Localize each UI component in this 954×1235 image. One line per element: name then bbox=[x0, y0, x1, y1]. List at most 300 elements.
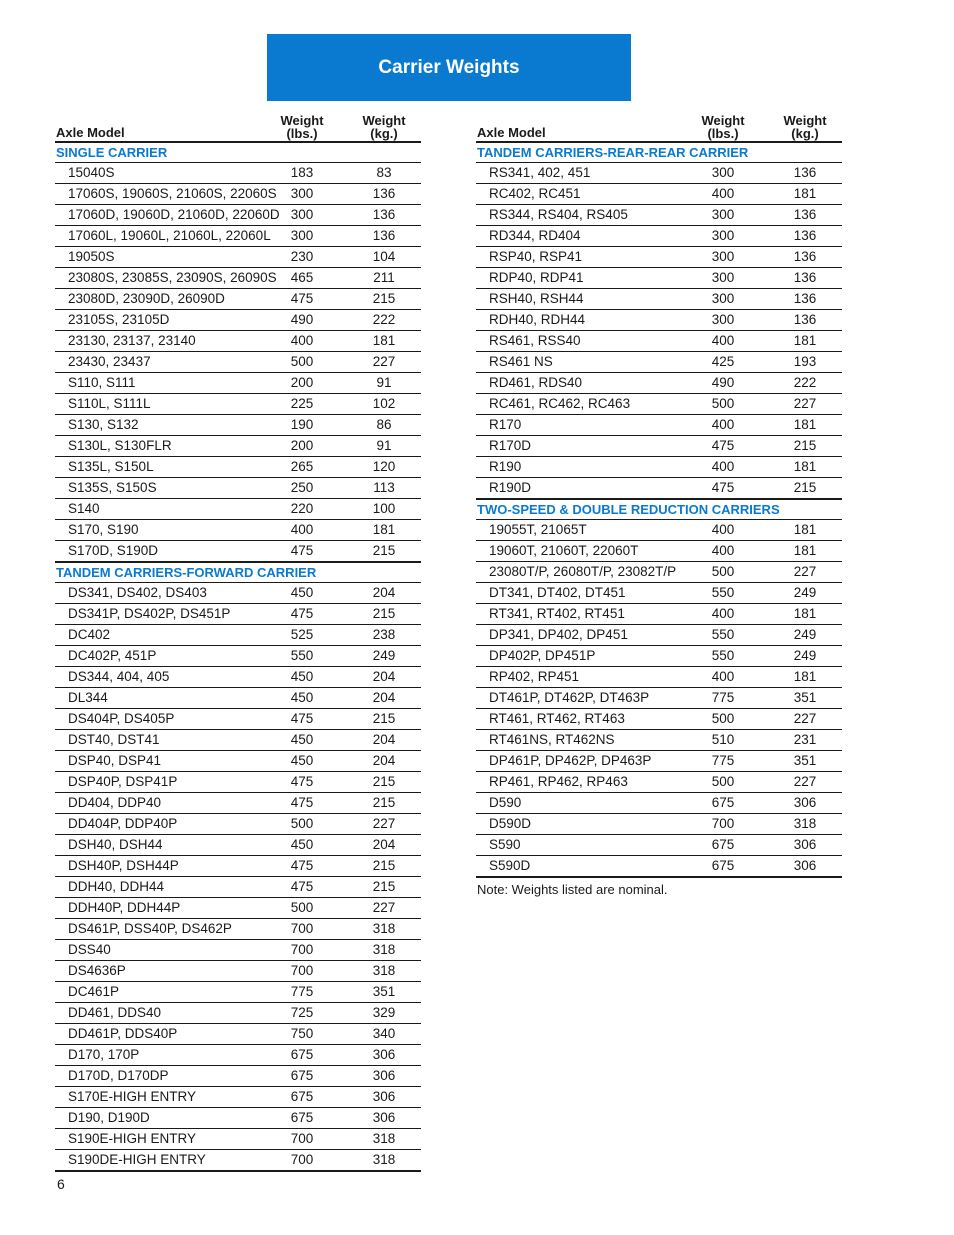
weight-lbs-cell: 500 bbox=[711, 564, 735, 579]
weight-kg-cell: 136 bbox=[793, 291, 817, 306]
axle-model-cell: RDH40, RDH44 bbox=[489, 312, 586, 327]
axle-model-cell: S590 bbox=[489, 837, 521, 852]
weight-lbs-cell: 465 bbox=[290, 270, 314, 285]
axle-model-cell: DS341, DS402, DS403 bbox=[68, 585, 207, 600]
table-row bbox=[55, 268, 421, 289]
axle-model-cell: 23080T/P, 26080T/P, 23082T/P bbox=[489, 564, 677, 579]
table-row bbox=[55, 1150, 421, 1171]
weight-kg-cell: 181 bbox=[793, 417, 817, 432]
page-number: 6 bbox=[57, 1176, 65, 1192]
axle-model-cell: DP402P, DP451P bbox=[489, 648, 596, 663]
axle-model-cell: DC461P bbox=[68, 984, 120, 999]
weight-kg-cell: 86 bbox=[376, 417, 392, 432]
weight-lbs-cell: 400 bbox=[711, 606, 735, 621]
weight-kg-header bbox=[349, 114, 419, 140]
axle-model-cell: DS344, 404, 405 bbox=[68, 669, 170, 684]
axle-model-cell: S140 bbox=[68, 501, 100, 516]
table-row bbox=[55, 247, 421, 268]
axle-model-cell: R190 bbox=[489, 459, 522, 474]
table-row bbox=[476, 856, 842, 877]
weight-kg-header-line2: (kg.) bbox=[370, 126, 398, 141]
weight-kg-cell: 318 bbox=[793, 816, 817, 831]
weight-lbs-cell: 450 bbox=[290, 732, 314, 747]
weight-kg-cell: 136 bbox=[372, 207, 396, 222]
weight-lbs-cell: 775 bbox=[711, 690, 735, 705]
axle-model-cell: RC402, RC451 bbox=[489, 186, 581, 201]
weight-lbs-cell: 550 bbox=[290, 648, 314, 663]
weight-kg-cell: 215 bbox=[793, 480, 817, 495]
axle-model-cell: DP461P, DP462P, DP463P bbox=[489, 753, 652, 768]
axle-model-cell: RT461, RT462, RT463 bbox=[489, 711, 625, 726]
weight-kg-cell: 306 bbox=[372, 1047, 396, 1062]
section-title: TANDEM CARRIERS-FORWARD CARRIER bbox=[55, 563, 421, 583]
weight-kg-header bbox=[770, 114, 840, 140]
weight-lbs-cell: 775 bbox=[290, 984, 314, 999]
table-row bbox=[55, 394, 421, 415]
weight-lbs-cell: 700 bbox=[290, 1131, 314, 1146]
table-row bbox=[55, 1024, 421, 1045]
weight-kg-cell: 215 bbox=[793, 438, 817, 453]
weight-kg-cell: 211 bbox=[373, 270, 395, 285]
weight-lbs-cell: 675 bbox=[290, 1110, 314, 1125]
weight-kg-cell: 113 bbox=[373, 480, 395, 495]
axle-model-cell: RS341, 402, 451 bbox=[489, 165, 591, 180]
table-row bbox=[55, 436, 421, 457]
weight-lbs-cell: 400 bbox=[290, 333, 314, 348]
table-row bbox=[55, 226, 421, 247]
table-row bbox=[55, 1066, 421, 1087]
axle-model-cell: S110L, S111L bbox=[68, 396, 151, 411]
weight-lbs-cell: 450 bbox=[290, 837, 314, 852]
weight-kg-cell: 181 bbox=[793, 459, 817, 474]
weight-kg-cell: 306 bbox=[372, 1068, 396, 1083]
axle-model-cell: 23130, 23137, 23140 bbox=[68, 333, 196, 348]
weight-lbs-cell: 190 bbox=[290, 417, 314, 432]
weight-kg-cell: 249 bbox=[793, 627, 817, 642]
weight-kg-cell: 204 bbox=[372, 753, 396, 768]
table-row bbox=[476, 772, 842, 793]
weight-kg-cell: 136 bbox=[793, 165, 817, 180]
axle-model-cell: D170D, D170DP bbox=[68, 1068, 169, 1083]
table-row bbox=[476, 373, 842, 394]
weight-kg-cell: 181 bbox=[793, 543, 817, 558]
table-row bbox=[476, 457, 842, 478]
weight-lbs-cell: 675 bbox=[290, 1089, 314, 1104]
weight-lbs-cell: 500 bbox=[290, 900, 314, 915]
table-row bbox=[55, 961, 421, 982]
weight-lbs-cell: 183 bbox=[290, 165, 314, 180]
axle-model-cell: DSH40, DSH44 bbox=[68, 837, 163, 852]
weight-lbs-cell: 500 bbox=[290, 816, 314, 831]
weight-kg-cell: 204 bbox=[372, 585, 396, 600]
weight-lbs-cell: 475 bbox=[290, 774, 314, 789]
weight-kg-cell: 318 bbox=[372, 963, 396, 978]
weight-lbs-cell: 230 bbox=[290, 249, 314, 264]
table-row bbox=[55, 583, 421, 604]
axle-model-cell: RS344, RS404, RS405 bbox=[489, 207, 628, 222]
weight-lbs-cell: 300 bbox=[711, 249, 735, 264]
weight-kg-cell: 204 bbox=[372, 732, 396, 747]
weight-lbs-cell: 400 bbox=[711, 543, 735, 558]
axle-model-cell: S130L, S130FLR bbox=[68, 438, 172, 453]
table-row bbox=[55, 898, 421, 919]
axle-model-cell: S190E-HIGH ENTRY bbox=[68, 1131, 197, 1146]
axle-model-cell: 19060T, 21060T, 22060T bbox=[489, 543, 639, 558]
weight-kg-cell: 83 bbox=[376, 165, 392, 180]
table-row bbox=[476, 709, 842, 730]
table-row bbox=[55, 667, 421, 688]
axle-model-cell: S135S, S150S bbox=[68, 480, 157, 495]
weight-lbs-cell: 300 bbox=[711, 312, 735, 327]
weight-lbs-header-line2: (lbs.) bbox=[707, 126, 739, 141]
axle-model-cell: R170 bbox=[489, 417, 522, 432]
weight-lbs-cell: 475 bbox=[290, 858, 314, 873]
weight-lbs-cell: 525 bbox=[290, 627, 314, 642]
weight-lbs-cell: 475 bbox=[290, 711, 314, 726]
table-row bbox=[55, 520, 421, 541]
axle-model-cell: RT341, RT402, RT451 bbox=[489, 606, 625, 621]
weight-lbs-cell: 400 bbox=[711, 522, 735, 537]
weight-lbs-cell: 500 bbox=[711, 711, 735, 726]
axle-model-cell: S190DE-HIGH ENTRY bbox=[68, 1152, 206, 1167]
table-row bbox=[55, 688, 421, 709]
table-row bbox=[55, 310, 421, 331]
weight-lbs-cell: 300 bbox=[290, 228, 314, 243]
weight-lbs-cell: 490 bbox=[290, 312, 314, 327]
weight-lbs-cell: 425 bbox=[711, 354, 735, 369]
axle-model-cell: 17060L, 19060L, 21060L, 22060L bbox=[68, 228, 271, 243]
weight-lbs-cell: 220 bbox=[290, 501, 314, 516]
weight-lbs-cell: 675 bbox=[711, 795, 735, 810]
axle-model-cell: RP461, RP462, RP463 bbox=[489, 774, 628, 789]
table-row bbox=[55, 793, 421, 814]
section-divider bbox=[55, 1171, 421, 1172]
weight-kg-cell: 351 bbox=[793, 690, 817, 705]
table-row bbox=[476, 541, 842, 562]
weight-lbs-cell: 550 bbox=[711, 648, 735, 663]
page-title: Carrier Weights bbox=[267, 34, 631, 101]
axle-model-cell: RS461 NS bbox=[489, 354, 553, 369]
weight-kg-cell: 181 bbox=[793, 606, 817, 621]
weight-lbs-cell: 300 bbox=[290, 207, 314, 222]
weight-kg-cell: 318 bbox=[372, 942, 396, 957]
table-row bbox=[476, 646, 842, 667]
weight-kg-cell: 136 bbox=[793, 270, 817, 285]
table-row bbox=[476, 163, 842, 184]
weight-lbs-cell: 400 bbox=[711, 333, 735, 348]
table-row bbox=[476, 688, 842, 709]
weight-kg-cell: 181 bbox=[793, 522, 817, 537]
axle-model-cell: 23080S, 23085S, 23090S, 26090S bbox=[68, 270, 277, 285]
weight-lbs-header-line1: Weight bbox=[280, 113, 324, 128]
weight-lbs-cell: 300 bbox=[711, 228, 735, 243]
table-row bbox=[55, 289, 421, 310]
table-row bbox=[476, 310, 842, 331]
section-title: TWO-SPEED & DOUBLE REDUCTION CARRIERS bbox=[476, 500, 842, 520]
weight-kg-cell: 231 bbox=[793, 732, 817, 747]
weight-kg-cell: 227 bbox=[793, 564, 817, 579]
axle-model-cell: RD344, RD404 bbox=[489, 228, 581, 243]
axle-model-cell: DS404P, DS405P bbox=[68, 711, 175, 726]
weight-kg-cell: 340 bbox=[372, 1026, 396, 1041]
axle-model-cell: 15040S bbox=[68, 165, 115, 180]
weight-kg-cell: 136 bbox=[793, 207, 817, 222]
weight-kg-cell: 181 bbox=[372, 522, 396, 537]
axle-model-cell: 19055T, 21065T bbox=[489, 522, 587, 537]
weight-lbs-cell: 700 bbox=[290, 942, 314, 957]
table-header bbox=[476, 112, 842, 143]
table-row bbox=[55, 541, 421, 562]
weight-kg-cell: 204 bbox=[372, 837, 396, 852]
weight-kg-cell: 351 bbox=[372, 984, 396, 999]
table-row bbox=[55, 1108, 421, 1129]
weight-kg-cell: 318 bbox=[372, 1152, 396, 1167]
table-row bbox=[476, 205, 842, 226]
weight-lbs-cell: 700 bbox=[711, 816, 735, 831]
section-title: SINGLE CARRIER bbox=[55, 143, 421, 163]
weight-kg-cell: 136 bbox=[793, 312, 817, 327]
weight-lbs-header bbox=[267, 114, 337, 140]
weight-kg-cell: 215 bbox=[372, 774, 396, 789]
table-row bbox=[55, 478, 421, 499]
table-row bbox=[55, 814, 421, 835]
weight-lbs-cell: 500 bbox=[711, 774, 735, 789]
weight-kg-cell: 238 bbox=[372, 627, 396, 642]
axle-model-cell: RT461NS, RT462NS bbox=[489, 732, 615, 747]
axle-model-cell: 17060D, 19060D, 21060D, 22060D bbox=[68, 207, 280, 222]
table-row bbox=[476, 625, 842, 646]
weight-kg-cell: 181 bbox=[793, 186, 817, 201]
table-row bbox=[476, 604, 842, 625]
axle-model-cell: DT461P, DT462P, DT463P bbox=[489, 690, 650, 705]
axle-model-cell: DS4636P bbox=[68, 963, 126, 978]
table-row bbox=[476, 667, 842, 688]
weight-kg-cell: 91 bbox=[376, 375, 392, 390]
weight-kg-cell: 181 bbox=[793, 669, 817, 684]
table-header bbox=[55, 112, 421, 143]
table-row bbox=[476, 415, 842, 436]
section-title: TANDEM CARRIERS-REAR-REAR CARRIER bbox=[476, 143, 842, 163]
footnote: Note: Weights listed are nominal. bbox=[477, 882, 668, 897]
axle-model-cell: DL344 bbox=[68, 690, 108, 705]
weight-kg-cell: 215 bbox=[372, 858, 396, 873]
weight-kg-cell: 227 bbox=[793, 711, 817, 726]
weight-lbs-cell: 775 bbox=[711, 753, 735, 768]
weight-lbs-cell: 675 bbox=[290, 1047, 314, 1062]
weight-kg-cell: 249 bbox=[793, 648, 817, 663]
axle-model-cell: RP402, RP451 bbox=[489, 669, 580, 684]
weight-kg-cell: 306 bbox=[793, 858, 817, 873]
axle-model-cell: S170E-HIGH ENTRY bbox=[68, 1089, 197, 1104]
weight-lbs-cell: 225 bbox=[290, 396, 314, 411]
axle-model-header: Axle Model bbox=[477, 125, 546, 140]
axle-model-cell: D590D bbox=[489, 816, 532, 831]
table-row bbox=[55, 499, 421, 520]
weight-lbs-cell: 450 bbox=[290, 690, 314, 705]
axle-model-cell: DSP40P, DSP41P bbox=[68, 774, 178, 789]
table-row bbox=[476, 730, 842, 751]
weight-kg-cell: 181 bbox=[372, 333, 396, 348]
axle-model-cell: S135L, S150L bbox=[68, 459, 154, 474]
weight-kg-cell: 306 bbox=[793, 837, 817, 852]
table-row bbox=[55, 352, 421, 373]
table-row bbox=[55, 835, 421, 856]
weight-lbs-cell: 550 bbox=[711, 627, 735, 642]
axle-model-cell: 23105S, 23105D bbox=[68, 312, 170, 327]
axle-model-cell: DS461P, DSS40P, DS462P bbox=[68, 921, 232, 936]
weight-kg-cell: 215 bbox=[372, 879, 396, 894]
axle-model-header: Axle Model bbox=[56, 125, 125, 140]
weight-kg-cell: 215 bbox=[372, 606, 396, 621]
table-row bbox=[55, 982, 421, 1003]
weight-lbs-cell: 475 bbox=[290, 291, 314, 306]
weight-lbs-cell: 475 bbox=[290, 879, 314, 894]
table-row bbox=[476, 835, 842, 856]
weight-kg-cell: 329 bbox=[372, 1005, 396, 1020]
weight-lbs-header-line1: Weight bbox=[701, 113, 745, 128]
weight-kg-cell: 306 bbox=[793, 795, 817, 810]
weight-lbs-cell: 400 bbox=[711, 417, 735, 432]
table-row bbox=[55, 856, 421, 877]
table-row bbox=[55, 709, 421, 730]
axle-model-cell: D190, D190D bbox=[68, 1110, 150, 1125]
axle-model-cell: DS341P, DS402P, DS451P bbox=[68, 606, 231, 621]
axle-model-cell: DC402 bbox=[68, 627, 111, 642]
weight-kg-cell: 120 bbox=[372, 459, 396, 474]
table-row bbox=[55, 415, 421, 436]
axle-model-cell: DD461P, DDS40P bbox=[68, 1026, 178, 1041]
axle-model-cell: DSS40 bbox=[68, 942, 111, 957]
weight-kg-cell: 351 bbox=[793, 753, 817, 768]
weight-kg-cell: 222 bbox=[793, 375, 817, 390]
weight-lbs-cell: 450 bbox=[290, 669, 314, 684]
weight-kg-cell: 136 bbox=[793, 228, 817, 243]
table-row bbox=[55, 625, 421, 646]
axle-model-cell: 23430, 23437 bbox=[68, 354, 151, 369]
weight-lbs-cell: 200 bbox=[290, 438, 314, 453]
weight-lbs-cell: 510 bbox=[711, 732, 735, 747]
weight-lbs-cell: 450 bbox=[290, 585, 314, 600]
axle-model-cell: RC461, RC462, RC463 bbox=[489, 396, 631, 411]
table-row bbox=[55, 331, 421, 352]
table-row bbox=[55, 1087, 421, 1108]
weight-lbs-cell: 700 bbox=[290, 963, 314, 978]
weight-kg-cell: 227 bbox=[372, 900, 396, 915]
axle-model-cell: 17060S, 19060S, 21060S, 22060S bbox=[68, 186, 277, 201]
weight-kg-cell: 193 bbox=[793, 354, 817, 369]
weight-lbs-cell: 675 bbox=[711, 858, 735, 873]
axle-model-cell: DP341, DP402, DP451 bbox=[489, 627, 628, 642]
weight-lbs-cell: 200 bbox=[290, 375, 314, 390]
table-row bbox=[55, 730, 421, 751]
axle-model-cell: RSP40, RSP41 bbox=[489, 249, 583, 264]
weight-kg-cell: 204 bbox=[372, 690, 396, 705]
weight-lbs-cell: 400 bbox=[290, 522, 314, 537]
table-row bbox=[55, 646, 421, 667]
weight-kg-cell: 215 bbox=[372, 711, 396, 726]
weight-lbs-cell: 675 bbox=[290, 1068, 314, 1083]
axle-model-cell: DSH40P, DSH44P bbox=[68, 858, 179, 873]
weight-kg-cell: 104 bbox=[372, 249, 396, 264]
table-row bbox=[476, 184, 842, 205]
weight-kg-cell: 318 bbox=[372, 1131, 396, 1146]
weight-lbs-cell: 475 bbox=[290, 795, 314, 810]
table-row bbox=[55, 919, 421, 940]
table-row bbox=[476, 247, 842, 268]
table-row bbox=[476, 478, 842, 499]
table-row bbox=[55, 184, 421, 205]
axle-model-cell: R190D bbox=[489, 480, 532, 495]
axle-model-cell: RSH40, RSH44 bbox=[489, 291, 584, 306]
weight-kg-cell: 249 bbox=[793, 585, 817, 600]
axle-model-cell: S590D bbox=[489, 858, 531, 873]
weight-kg-cell: 227 bbox=[793, 396, 817, 411]
weight-lbs-cell: 475 bbox=[290, 543, 314, 558]
table-row bbox=[476, 814, 842, 835]
axle-model-cell: DDH40, DDH44 bbox=[68, 879, 165, 894]
weight-kg-cell: 91 bbox=[376, 438, 392, 453]
weight-lbs-cell: 250 bbox=[290, 480, 314, 495]
axle-model-cell: 23080D, 23090D, 26090D bbox=[68, 291, 225, 306]
weight-kg-cell: 227 bbox=[372, 816, 396, 831]
weight-kg-cell: 136 bbox=[372, 186, 396, 201]
table-row bbox=[55, 1003, 421, 1024]
table-row bbox=[55, 772, 421, 793]
weight-lbs-cell: 400 bbox=[711, 669, 735, 684]
weight-kg-cell: 306 bbox=[372, 1089, 396, 1104]
table-row bbox=[55, 1129, 421, 1150]
weight-kg-cell: 222 bbox=[372, 312, 396, 327]
weight-kg-cell: 136 bbox=[793, 249, 817, 264]
table-row bbox=[476, 520, 842, 541]
weight-lbs-cell: 475 bbox=[711, 480, 735, 495]
table-row bbox=[55, 457, 421, 478]
weight-kg-cell: 100 bbox=[372, 501, 396, 516]
right-weights-table bbox=[476, 112, 842, 897]
weight-kg-cell: 215 bbox=[372, 291, 396, 306]
section-divider bbox=[476, 877, 842, 878]
table-row bbox=[476, 562, 842, 583]
axle-model-cell: DDH40P, DDH44P bbox=[68, 900, 181, 915]
axle-model-cell: S110, S111 bbox=[68, 375, 136, 390]
table-row bbox=[476, 268, 842, 289]
axle-model-cell: R170D bbox=[489, 438, 532, 453]
axle-model-cell: S170, S190 bbox=[68, 522, 139, 537]
weight-lbs-cell: 675 bbox=[711, 837, 735, 852]
weight-lbs-cell: 475 bbox=[711, 438, 735, 453]
axle-model-cell: DD404P, DDP40P bbox=[68, 816, 178, 831]
table-row bbox=[55, 373, 421, 394]
axle-model-cell: RDP40, RDP41 bbox=[489, 270, 584, 285]
weight-kg-header-line2: (kg.) bbox=[791, 126, 819, 141]
weight-lbs-cell: 700 bbox=[290, 1152, 314, 1167]
table-row bbox=[476, 436, 842, 457]
weight-kg-header-line1: Weight bbox=[783, 113, 827, 128]
weight-kg-cell: 249 bbox=[372, 648, 396, 663]
table-row bbox=[55, 940, 421, 961]
weight-lbs-cell: 400 bbox=[711, 186, 735, 201]
axle-model-cell: RD461, RDS40 bbox=[489, 375, 583, 390]
weight-lbs-cell: 450 bbox=[290, 753, 314, 768]
table-row bbox=[476, 583, 842, 604]
weight-kg-cell: 215 bbox=[372, 795, 396, 810]
weight-lbs-header-line2: (lbs.) bbox=[286, 126, 318, 141]
table-row bbox=[476, 751, 842, 772]
weight-kg-cell: 306 bbox=[372, 1110, 396, 1125]
weight-kg-cell: 227 bbox=[372, 354, 396, 369]
weight-lbs-cell: 400 bbox=[711, 459, 735, 474]
weight-lbs-cell: 475 bbox=[290, 606, 314, 621]
